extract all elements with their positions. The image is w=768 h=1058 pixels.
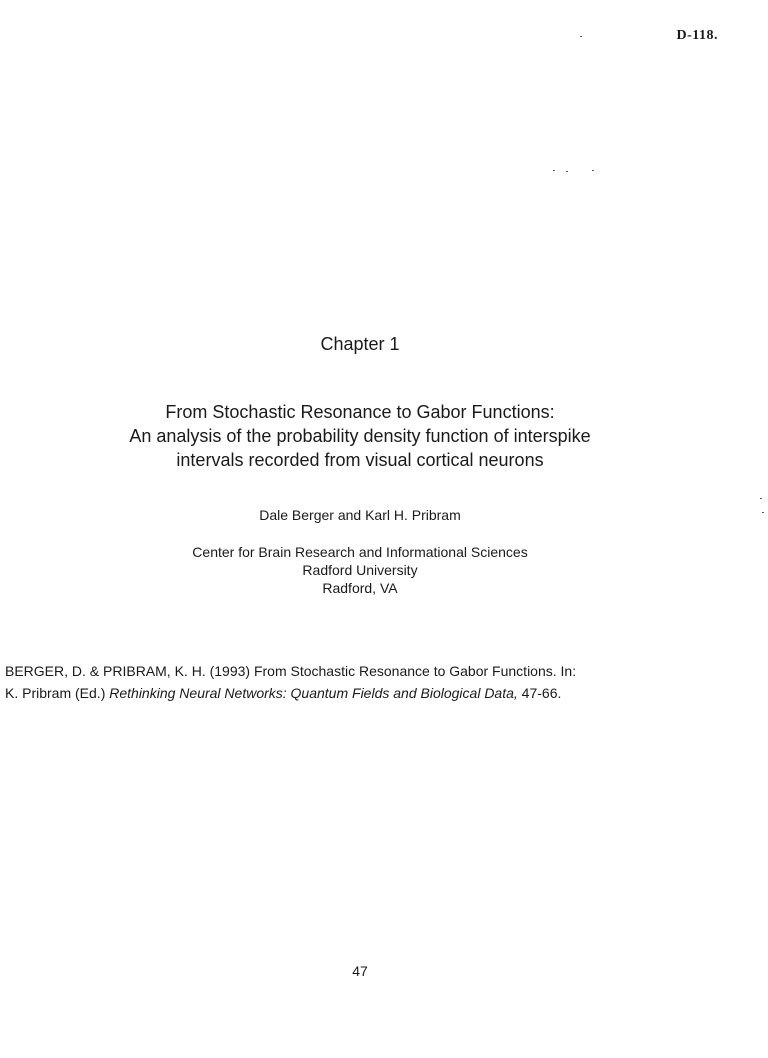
- chapter-label: Chapter 1: [320, 334, 400, 354]
- scan-speck: [592, 170, 594, 171]
- paper-title: [0, 400, 720, 472]
- title-line-3: intervals recorded from visual cortical neurons: [176, 450, 544, 470]
- scan-speck: [762, 512, 764, 513]
- citation-line-2: [5, 682, 705, 704]
- scan-speck: [580, 36, 582, 37]
- scan-speck: [760, 498, 762, 499]
- affiliation-line-2: Radford University: [302, 562, 418, 578]
- affiliation: [0, 543, 720, 597]
- page-number: 47: [352, 963, 368, 979]
- citation-line-1: BERGER, D. & PRIBRAM, K. H. (1993) From Stochastic Resonance to Gabor Functions. In:: [5, 663, 577, 679]
- citation: [5, 660, 705, 704]
- affiliation-line-3: Radford, VA: [322, 580, 398, 596]
- citation-editor: K. Pribram (Ed.): [5, 685, 110, 701]
- scan-speck: [553, 170, 555, 171]
- document-id: D-118.: [676, 28, 718, 43]
- citation-pages: 47-66.: [517, 685, 562, 701]
- affiliation-line-1: Center for Brain Research and Informational Sciences: [192, 544, 528, 560]
- title-line-1: From Stochastic Resonance to Gabor Functions:: [165, 402, 555, 422]
- title-line-2: An analysis of the probability density function of interspike: [129, 426, 591, 446]
- authors: Dale Berger and Karl H. Pribram: [259, 507, 461, 523]
- citation-book-title: Rethinking Neural Networks: Quantum Fields and Biological Data,: [109, 685, 518, 701]
- scan-speck: [566, 171, 568, 172]
